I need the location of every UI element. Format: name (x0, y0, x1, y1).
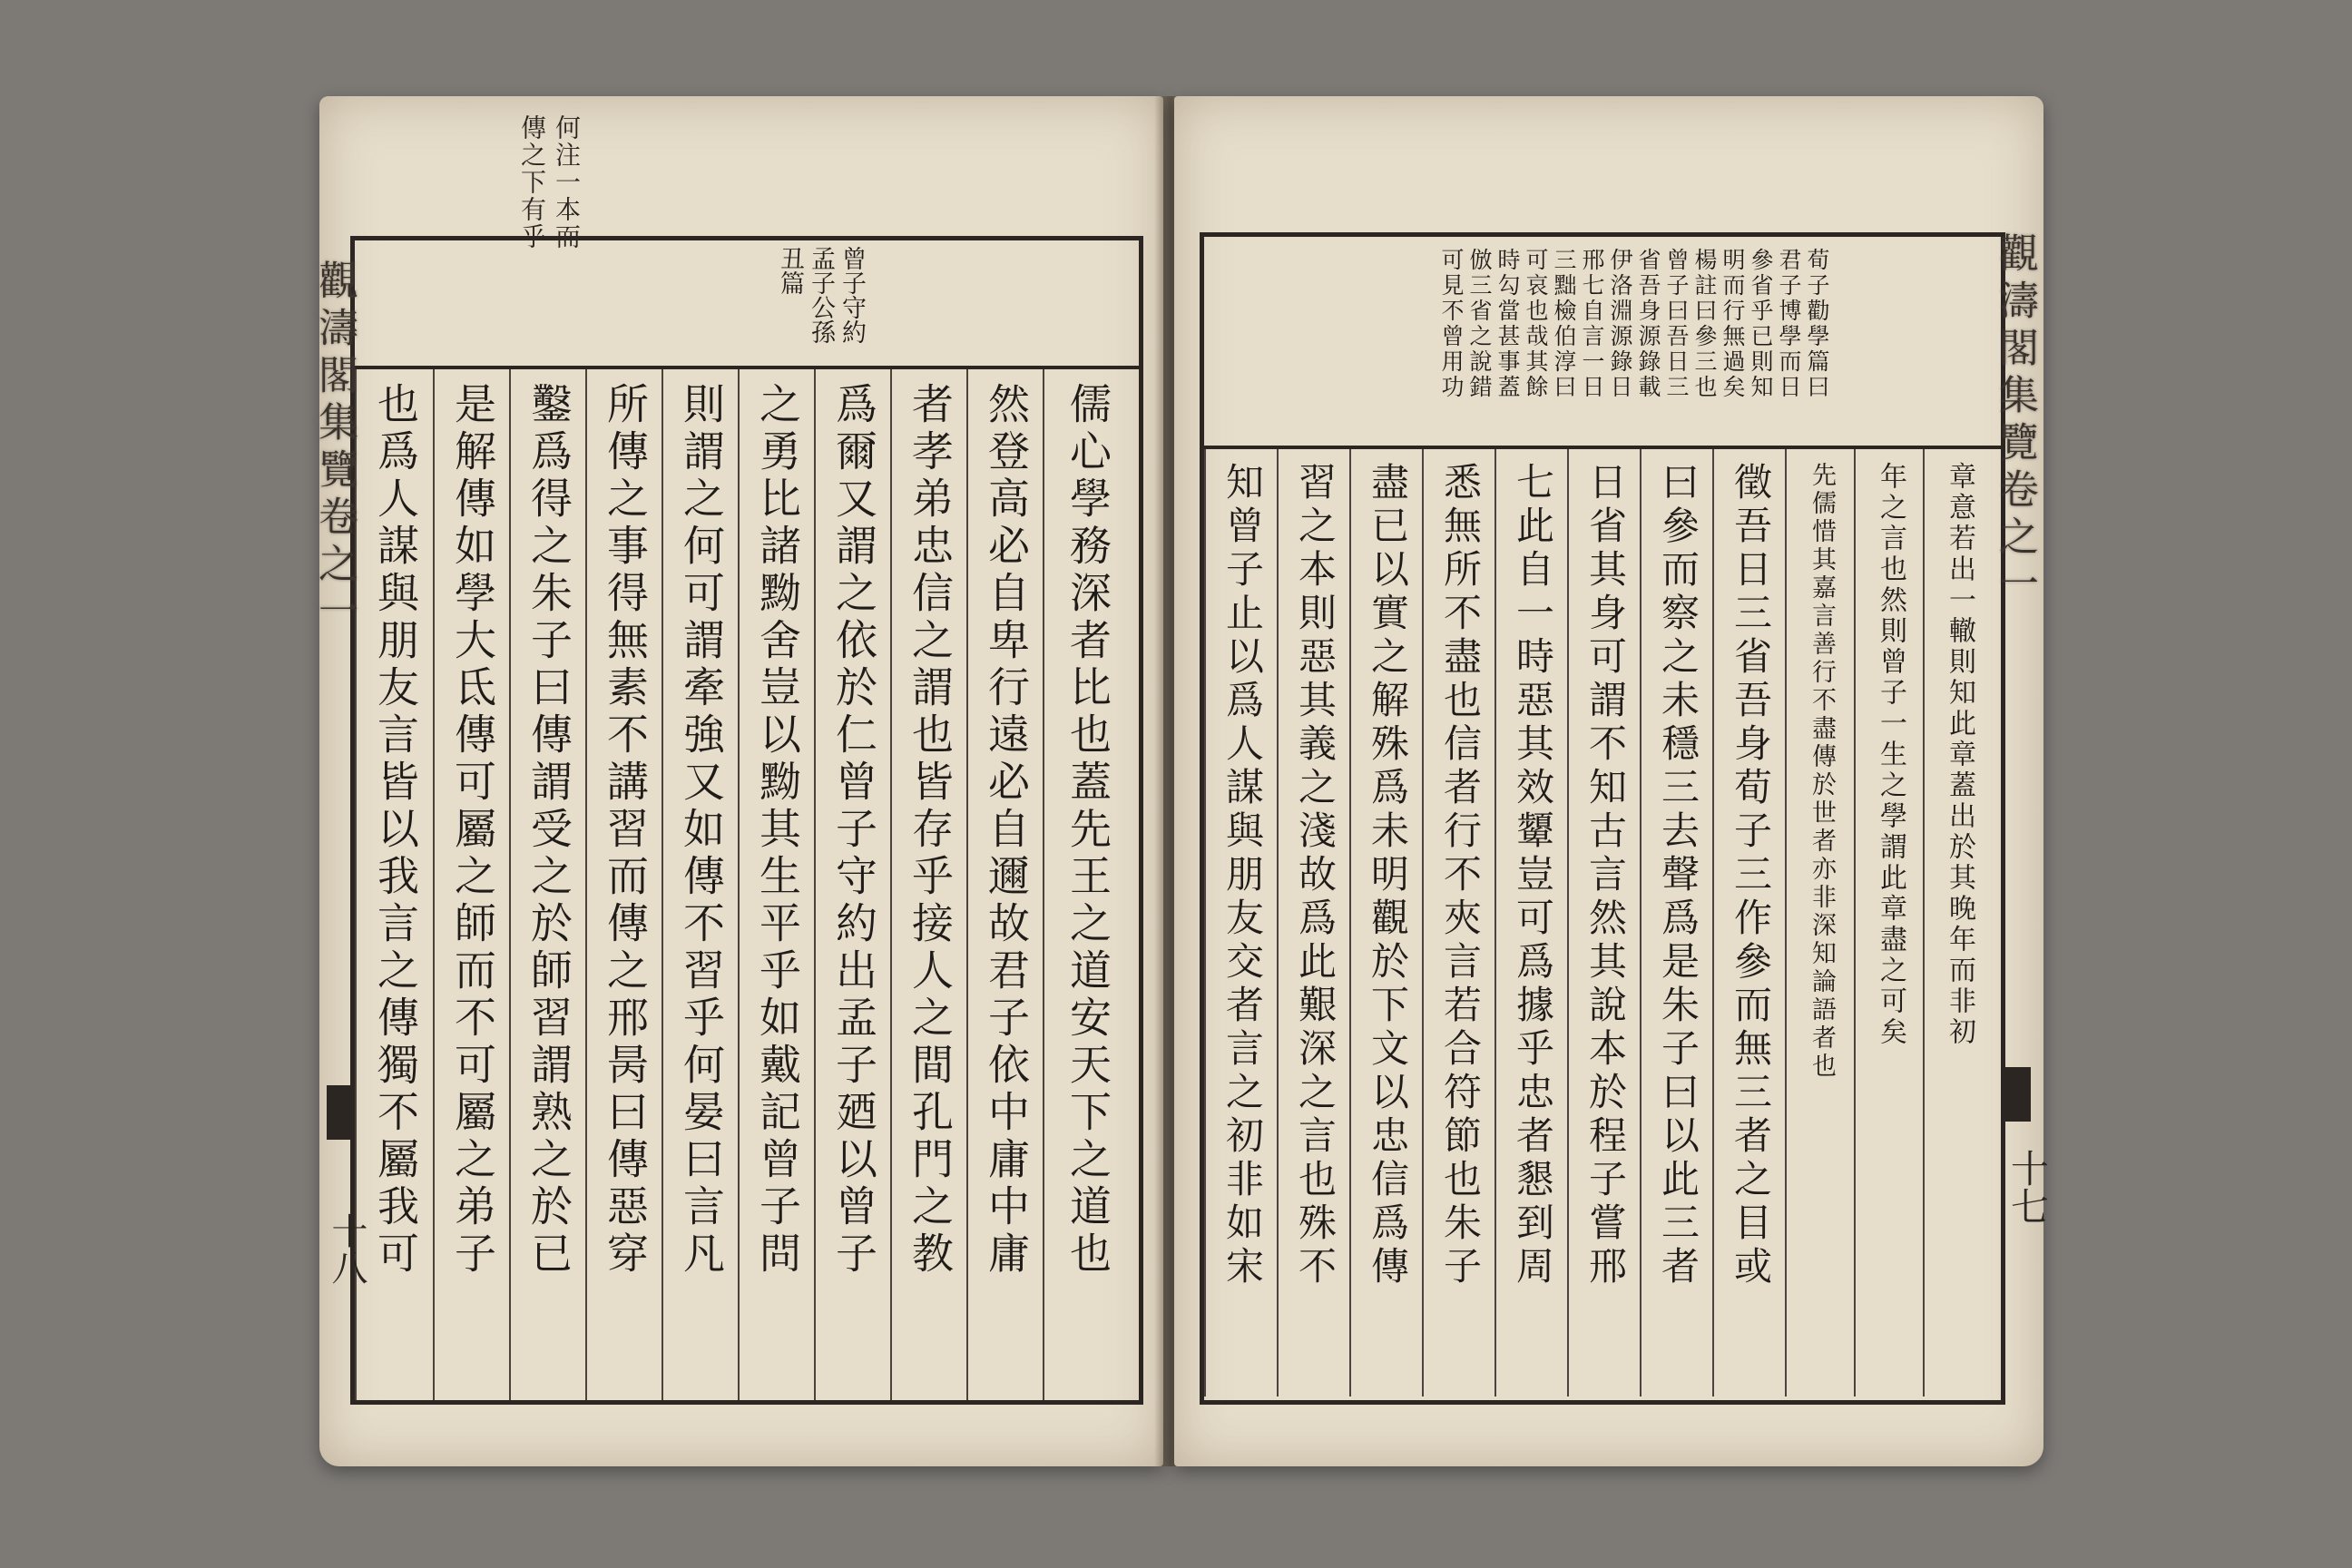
left-column: 儒心學務深者比也蓋先王之道安天下之道也 (1043, 369, 1132, 1400)
left-column: 所傳之事得無素不講習而傳之邢昺曰傳惡穿 (585, 369, 663, 1400)
left-fishtail-mark (327, 1085, 354, 1140)
right-columns (1204, 449, 2001, 1396)
right-column: 曰參而察之未穩三去聲爲是朱子曰以此三者 (1640, 449, 1714, 1396)
right-headnote-box (1204, 237, 2001, 449)
left-column: 也爲人謀與朋友言皆以我言之傳獨不屬我可 (355, 369, 435, 1400)
left-headnote-box (355, 240, 1139, 369)
right-fishtail-mark (2002, 1067, 2031, 1122)
left-page (311, 96, 1163, 1466)
right-folio: 十七 (2005, 1149, 2050, 1225)
right-column: 年之言也然則曾子一生之學謂此章盡之可矣 (1854, 449, 1925, 1396)
right-column: 悉無所不盡也信者行不夾言若合符節也朱子 (1422, 449, 1496, 1396)
right-column: 日省其身可謂不知古言然其說本於程子嘗邢 (1567, 449, 1642, 1396)
right-headnote: 荀子勸學篇曰 君子博學而日 參省乎已則知 明而行無過矣 楊註曰參三也 曾子曰吾日三 省吾身源錄載 伊洛淵源錄日 邢七自言一日 三黜檢伯淳曰 可哀也哉其餘 時勾當甚事蓋 倣三省之說錯 可見不曾用功 (1438, 248, 1830, 400)
top-margin-note: 何注一本而傳之下有乎 (517, 114, 582, 250)
right-column: 七此自一時惡其效顰豈可爲據乎忠者懇到周 (1494, 449, 1569, 1396)
left-column: 者孝弟忠信之謂也皆存乎接人之間孔門之教 (890, 369, 968, 1400)
left-column: 爲爾又謂之依於仁曾子守約出孟子廼以曾子 (814, 369, 892, 1400)
left-headnote: 曾子守約孟子公孫丑篇 (776, 246, 866, 344)
right-column: 徵吾日三省吾身荀子三作參而無三者之目或 (1712, 449, 1787, 1396)
right-page (1174, 96, 2050, 1466)
left-column: 然登高必自卑行遠必自邇故君子依中庸中庸 (966, 369, 1044, 1400)
left-columns (355, 369, 1139, 1400)
left-gutter-title: 觀濤閣集覽卷之一 (311, 260, 358, 637)
right-column: 盡已以實之解殊爲未明觀於下文以忠信爲傳 (1349, 449, 1424, 1396)
left-column: 之勇比諸黝舍豈以黝其生平乎如戴記曾子問 (738, 369, 816, 1400)
left-column: 鑿爲得之朱子曰傳謂受之於師習謂熟之於已 (509, 369, 587, 1400)
left-text-frame (350, 236, 1143, 1405)
right-text-frame (1200, 232, 2005, 1405)
open-book (311, 96, 2050, 1475)
right-column: 習之本則惡其義之淺故爲此艱深之言也殊不 (1277, 449, 1351, 1396)
right-gutter-title: 觀濤閣集覽卷之一 (1992, 232, 2038, 610)
left-column: 則謂之何可謂牽強又如傳不習乎何晏曰言凡 (662, 369, 740, 1400)
right-column: 章意若出一轍則知此章蓋出於其晚年而非初 (1923, 449, 1994, 1396)
right-column: 先儒惜其嘉言善行不盡傳於世者亦非深知論語者也 (1785, 449, 1856, 1396)
right-column: 知曾子止以爲人謀與朋友交者言之初非如宋 (1204, 449, 1279, 1396)
left-folio: 十八 (326, 1212, 368, 1285)
left-column: 是解傳如學大氐傳可屬之師而不可屬之弟子 (433, 369, 511, 1400)
